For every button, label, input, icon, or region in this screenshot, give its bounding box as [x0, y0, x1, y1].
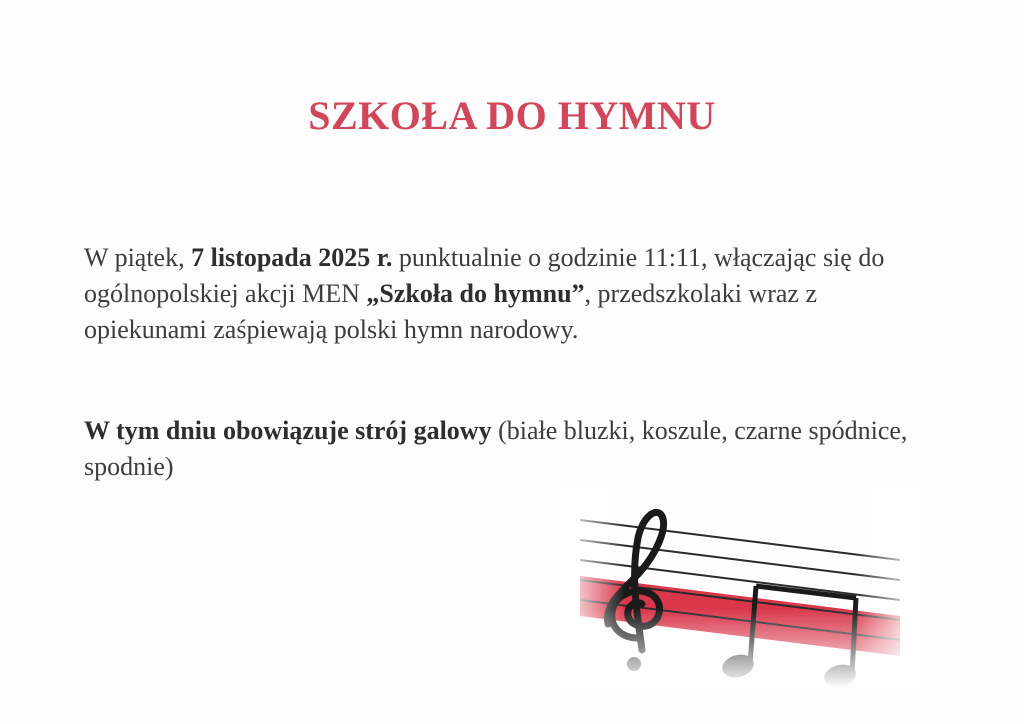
dress-code-paragraph	[84, 413, 944, 485]
page-title: SZKOŁA DO HYMNU	[308, 93, 716, 138]
paragraph-text: punktualnie o godzinie 11:11, włączając się do ogólnopolskiej akcji MEN	[84, 243, 885, 308]
event-date: 7 listopada 2025 r.	[191, 243, 393, 272]
dress-code-heading: W tym dniu obowiązuje strój galowy	[84, 416, 492, 445]
treble-clef-music-notes-icon	[560, 488, 920, 688]
campaign-name: „Szkoła do hymnu”	[366, 279, 585, 308]
paragraph-text: W piątek,	[84, 243, 192, 272]
paragraph-text: , przedszkolaki wraz z opiekunami zaśpiewają polski hymn narodowy.	[84, 279, 817, 344]
dress-code-details: (białe bluzki, koszule, czarne spódnice, spodnie)	[84, 416, 908, 481]
announcement-paragraph	[84, 240, 944, 348]
